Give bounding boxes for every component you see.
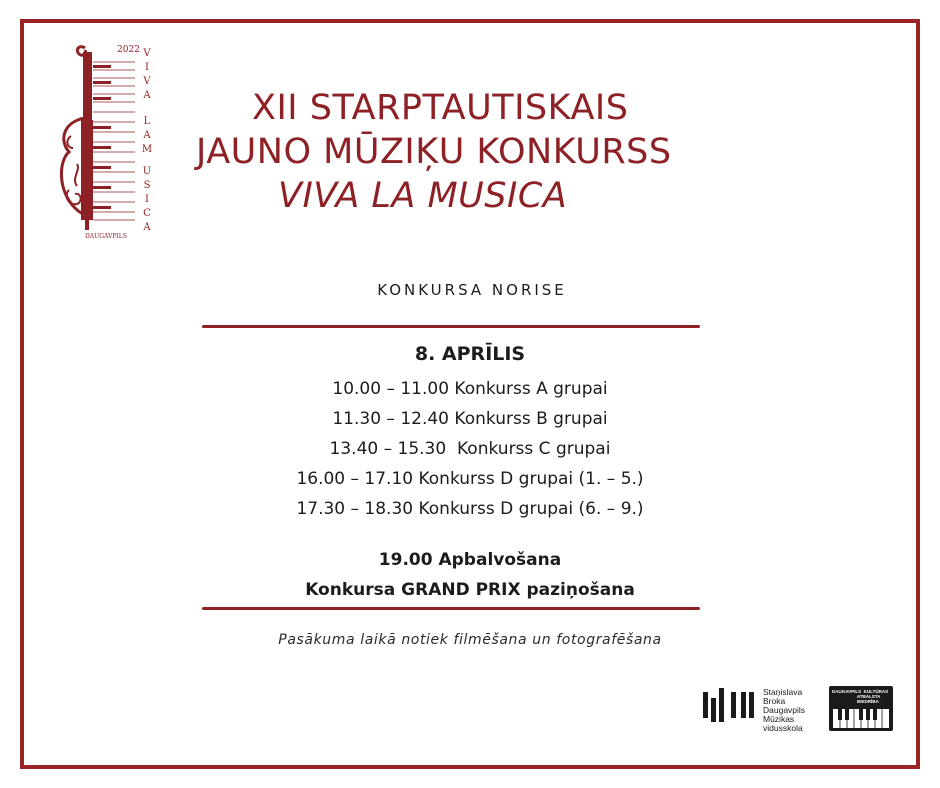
subheading [0, 281, 940, 299]
svg-text:2022: 2022 [117, 45, 140, 55]
schedule-item: 10.00 – 11.00 Konkurss A grupai [332, 379, 608, 399]
viva-la-musica-logo [55, 40, 155, 240]
schedule-list [0, 374, 940, 524]
grand-prix-announcement: Konkursa GRAND PRIX paziņošana [305, 580, 635, 600]
schedule-item: 16.00 – 17.10 Konkurss D grupai (1. – 5.) [296, 469, 644, 489]
logo-letter: U [142, 166, 152, 177]
divider-bottom [202, 607, 700, 610]
schedule-item: 13.40 – 15.30 Konkurss C grupai [329, 439, 611, 459]
logo-letter: A [143, 90, 151, 101]
title-line-1: XII STARPTAUTISKAIS [252, 88, 629, 128]
piano-keys-icon [833, 709, 889, 728]
event-date: 8. APRĪLIS [414, 343, 526, 365]
subheading-text: KONKURSA NORISE [377, 281, 567, 299]
logo-letter: A [143, 222, 151, 233]
logo-letter: L [143, 116, 151, 127]
filming-note: Pasākuma laikā notiek filmēšana un fotografēšana [278, 632, 662, 648]
schedule-item: 11.30 – 12.40 Konkurss B grupai [332, 409, 608, 429]
svg-text:DAUGAVPILS: DAUGAVPILS [85, 233, 127, 240]
logo-letter: S [143, 180, 151, 191]
logo-letter: I [145, 194, 149, 205]
school-bars-icon [703, 688, 761, 722]
award-ceremony: 19.00 Apbalvošana [378, 550, 562, 570]
school-logo [703, 687, 813, 733]
culture-center-logo [829, 686, 893, 731]
logo-letter: V [143, 48, 151, 59]
title-line-3: VIVA LA MUSICA [278, 176, 568, 216]
logo-letter: A [143, 130, 151, 141]
schedule-item: 17.30 – 18.30 Konkurss D grupai (6. – 9.) [296, 499, 644, 519]
school-name: Staņislava Broka Daugavpils Mūzikas vidusskola [763, 687, 806, 733]
logo-letter: M [141, 144, 153, 155]
logo-letter: I [145, 62, 149, 73]
logo-letter: C [143, 208, 151, 219]
divider-top [202, 325, 700, 328]
culture-center-name: DAUGAVPILS KULTŪRAS ATBALSTA BIEDRĪBA [832, 689, 889, 704]
title-line-2: JAUNO MŪZIĶU KONKURSS [196, 132, 672, 172]
logo-letter: V [143, 76, 151, 87]
